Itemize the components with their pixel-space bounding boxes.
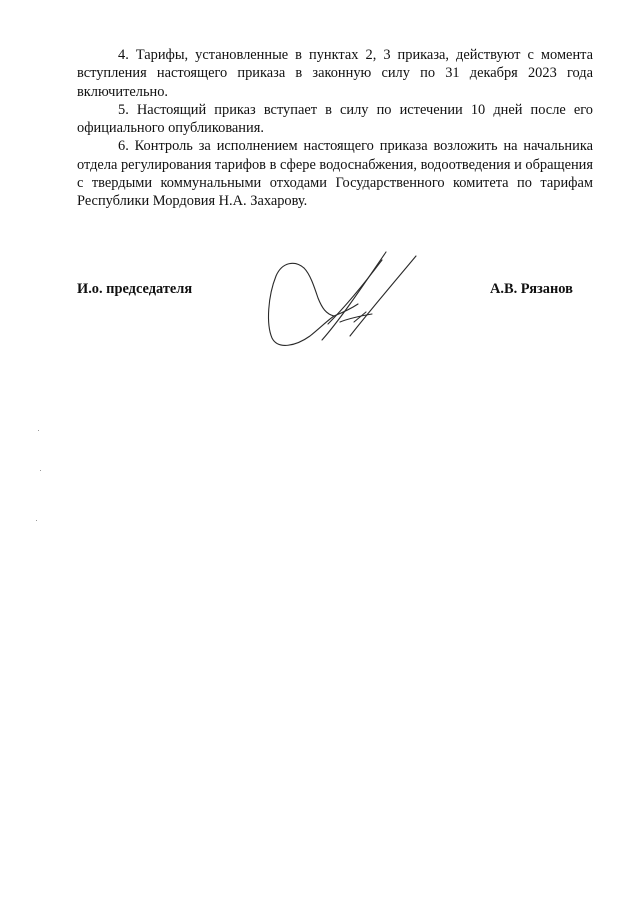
document-body [77,46,593,211]
handwritten-signature [262,246,422,350]
paragraph-item-5: 5. Настоящий приказ вступает в силу по истечении 10 дней после его официального опубликования. [77,101,593,137]
scan-speck [38,430,39,431]
signatory-name: А.В. Рязанов [490,281,573,297]
paragraph-item-4: 4. Тарифы, установленные в пунктах 2, 3 приказа, действуют с момента вступления настоящего приказа в законную силу по 31 декабря 2023 года включительно. [77,47,593,100]
scan-speck [36,520,37,521]
paragraph-item-6: 6. Контроль за исполнением настоящего приказа возложить на начальника отдела регулирования тарифов в сфере водоснабжения, водоотведения и обращения с твердыми коммунальными отходами Государственного комитета по тарифам Республики Мордовия Н.А. Захарову. [77,138,593,210]
scan-speck [40,470,41,471]
signatory-position: И.о. председателя [77,281,193,297]
